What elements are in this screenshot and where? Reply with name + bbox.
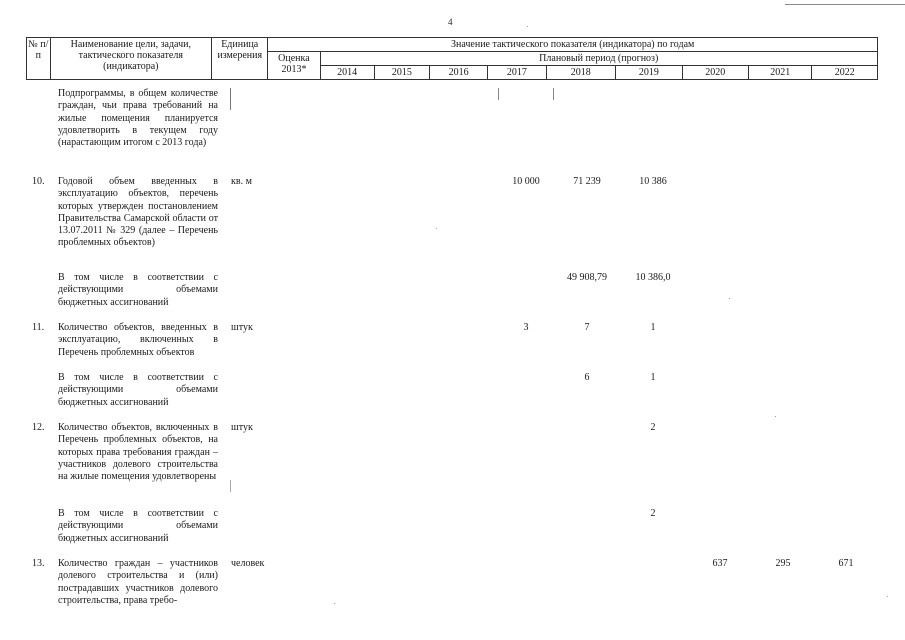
value-2018: 6 (584, 372, 590, 383)
value-2019: 2 (650, 508, 656, 519)
indicator-name: Количество граждан – участников долевого строительства и (или) пострадавших участников долевого строительства, права требо- (58, 558, 218, 606)
value-2017: 10 000 (512, 176, 540, 187)
scan-speck (887, 596, 888, 597)
value-2019: 10 386,0 (635, 272, 671, 283)
value-2022: 671 (838, 558, 854, 569)
header-year: 2017 (488, 66, 546, 80)
row-number: 11. (32, 322, 45, 333)
header-unit: Единица измерения (212, 38, 268, 80)
value-2019: 1 (650, 322, 656, 333)
header-year: 2022 (812, 66, 878, 80)
value-2018: 71 239 (573, 176, 601, 187)
indicator-unit: штук (231, 322, 253, 333)
header-plan-period: Плановый период (прогноз) (320, 52, 877, 66)
indicator-name: В том числе в соответствии с действующими объемами бюджетных ассигнований (58, 508, 218, 544)
header-year: 2016 (429, 66, 487, 80)
indicator-name: Количество объектов, включенных в Перечень проблемных объектов, на которых права требования граждан – участников долевого строительства на жилые помещения удовлетворены (58, 422, 218, 483)
value-2018: 49 908,79 (567, 272, 607, 283)
value-2019: 10 386 (639, 176, 667, 187)
value-2019: 2 (650, 422, 656, 433)
indicator-name: В том числе в соответствии с действующими объемами бюджетных ассигнований (58, 272, 218, 308)
header-year: 2020 (682, 66, 748, 80)
indicator-name: Подпрограммы, в общем количестве граждан, чьи права требований на жилые помещения планируется удовлетворить в текущем году (нарастающим итогом с 2013 года) (58, 88, 218, 149)
value-2018: 7 (584, 322, 590, 333)
row-number: 10. (32, 176, 45, 187)
row-number: 12. (32, 422, 45, 433)
indicator-unit: человек (231, 558, 265, 569)
value-2021: 295 (775, 558, 791, 569)
indicator-name: Годовой объем введенных в эксплуатацию объектов, перечень которых утвержден постановлением Правительства Самарской области от 13.07.2011 № 329 (далее – Перечень проблемных объектов) (58, 176, 218, 249)
indicator-table-body (26, 88, 878, 640)
value-2020: 637 (712, 558, 728, 569)
page-number: 4 (448, 17, 453, 27)
value-2019: 1 (650, 372, 656, 383)
indicator-unit: штук (231, 422, 253, 433)
value-2017: 3 (523, 322, 529, 333)
header-number: № п/п (27, 38, 51, 80)
header-year: 2014 (320, 66, 374, 80)
indicator-name: Количество объектов, введенных в эксплуатацию, включенных в Перечень проблемных объектов (58, 322, 218, 358)
scan-speck (527, 26, 528, 27)
indicator-name: В том числе в соответствии с действующими объемами бюджетных ассигнований (58, 372, 218, 408)
header-year: 2019 (616, 66, 682, 80)
indicator-unit: кв. м (231, 176, 252, 187)
header-indicator-name: Наименование цели, задачи, тактического показателя (индикатора) (50, 38, 212, 80)
header-year: 2018 (546, 66, 616, 80)
row-number: 13. (32, 558, 45, 569)
header-year: 2015 (374, 66, 429, 80)
header-year: 2021 (749, 66, 812, 80)
indicator-table-header (26, 37, 878, 80)
header-values-by-year: Значение тактического показателя (индикатора) по годам (268, 38, 878, 52)
header-estimate-2013: Оценка 2013* (268, 52, 320, 80)
top-edge-line (785, 4, 905, 5)
